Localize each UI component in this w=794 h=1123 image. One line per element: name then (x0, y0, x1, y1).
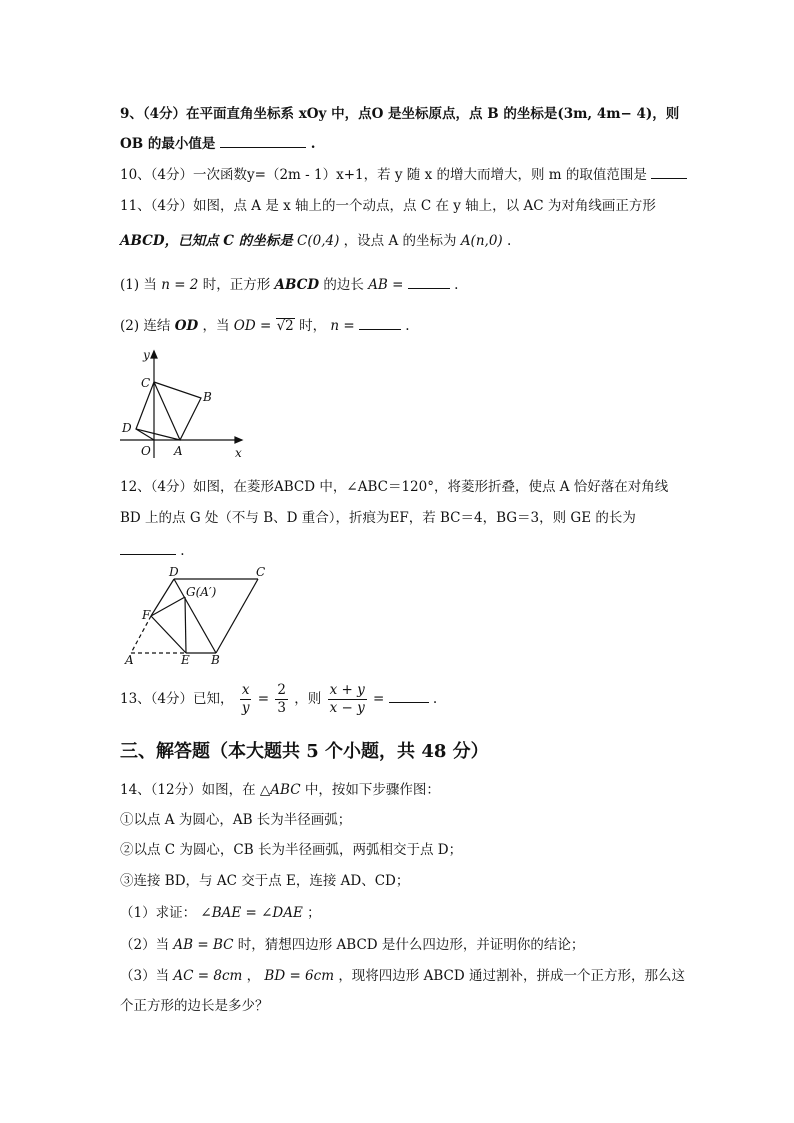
q13-fraction-target (328, 682, 367, 717)
q11-sub1-d: ABCD (274, 277, 320, 293)
q11-sub1 (120, 274, 458, 295)
q11-sub2-f: 时， (299, 318, 327, 334)
q11-label-y: y (143, 348, 150, 362)
q11-sub1-f: AB = (368, 277, 404, 293)
q11-diagonal-ac (154, 382, 180, 440)
q14-part3-a: （3）当 (120, 968, 170, 984)
q13-f3-num: x + y (329, 682, 365, 698)
q12-line3 (120, 540, 185, 561)
section3-title: 三、解答题（本大题共 5 个小题，共 48 分） (120, 741, 489, 762)
q13-fraction-x-over-y (240, 682, 252, 717)
q13-line (120, 682, 437, 717)
q14-step1: ①以点 A 为圆心，AB 长为半径画弧； (120, 812, 352, 828)
q9-answer-blank[interactable] (220, 133, 306, 148)
q13-f2-den: 3 (277, 700, 286, 716)
q14-part3-e: ，现将四边形 ABCD 通过割补，拼成一个正方形，那么这 (338, 968, 685, 984)
q9-line2-text: OB 的最小值是 (120, 136, 216, 152)
q14-part1 (120, 903, 321, 923)
q11-point-c: C(0,4) (297, 233, 340, 249)
q12-side-cb (216, 579, 258, 653)
q14-part1-c: ； (307, 905, 321, 921)
q14-step3: ③连接 BD，与 AC 交于点 E，连接 AD、CD； (120, 873, 410, 889)
q11-sub1-b: n = 2 (161, 277, 199, 293)
q11-sub1-answer-blank[interactable] (408, 274, 450, 289)
q12-line2: BD 上的点 G 处（不与 B、D 重合），折痕为EF，若 BC＝4，BG＝3，则 GE 的长为 (120, 510, 636, 526)
q11-label-c: C (141, 376, 151, 390)
q12-crease-ef (151, 616, 186, 653)
q10-answer-blank[interactable] (651, 164, 687, 179)
q11-sub2-d: OD = (233, 318, 272, 334)
q12-label-g: G(A′) (186, 585, 217, 599)
q11-label-b: B (203, 390, 212, 404)
q11-point-a: A(n,0) (460, 233, 503, 249)
q9-line2-end: . (310, 136, 316, 152)
q12-figure (122, 563, 282, 671)
q12-segment-ge (185, 597, 186, 653)
q11-line2-b: ，设点 A 的坐标为 (343, 233, 457, 249)
q13-mid: ，则 (294, 691, 322, 707)
q11-line2-e: . (506, 233, 512, 249)
q14-line1-c: 中，按如下步骤作图： (304, 782, 440, 798)
q14-line1-a: 14、（12分）如图，在 (120, 782, 256, 798)
q11-sub2-a: (2) 连结 (120, 318, 171, 334)
q11-sub2-sqrt: √2 (276, 318, 294, 334)
q12-label-d: D (169, 565, 179, 579)
q14-part1-b: ∠BAE = ∠DAE (200, 905, 303, 921)
q14-part2-c: 时，猜想四边形 ABCD 是什么四边形，并证明你的结论； (237, 937, 585, 953)
q11-sub2-b: OD (174, 318, 199, 334)
q11-label-d: D (122, 421, 132, 435)
q12-label-f: F (142, 608, 151, 622)
q13-f2-num: 2 (277, 682, 286, 698)
q14-line1 (120, 780, 440, 800)
q13-prefix: 13、（4分）已知， (120, 691, 234, 707)
q9-line1: 9、（4分）在平面直角坐标系 xOy 中，点O 是坐标原点，点 B 的坐标是(3m, 4m− 4)，则 (120, 106, 680, 122)
q13-f3-den: x − y (329, 700, 365, 716)
q11-label-x: x (235, 446, 242, 460)
q14-part2 (120, 935, 584, 955)
q11-sub2-g: n = (330, 318, 355, 334)
q12-segment-fg (151, 597, 185, 616)
q14-part2-a: （2）当 (120, 937, 170, 953)
q11-sub2-c: ，当 (202, 318, 230, 334)
q12-label-c: C (256, 565, 266, 579)
q14-part3 (120, 966, 685, 986)
q13-f1-num: x (240, 682, 252, 700)
q11-figure (112, 343, 252, 463)
q12-label-a: A (125, 653, 134, 667)
q14-part2-b: AB = BC (173, 937, 234, 953)
q10-line (120, 164, 687, 185)
q11-sub2-h: . (405, 318, 410, 334)
q13-end: . (432, 691, 438, 707)
q11-sub2-answer-blank[interactable] (359, 315, 401, 330)
q14-step2: ②以点 C 为圆心，CB 长为半径画弧，两弧相交于点 D； (120, 842, 463, 858)
q14-part1-a: （1）求证： (120, 905, 197, 921)
q12-answer-blank[interactable] (120, 540, 176, 555)
q14-part3-b: AC = 8cm (173, 968, 243, 984)
q13-answer-blank[interactable] (389, 688, 429, 703)
q11-line1: 11、（4分）如图，点 A 是 x 轴上的一个动点，点 C 在 y 轴上，以 AC 为对角线画正方形 (120, 198, 656, 214)
q12-line1: 12、（4分）如图，在菱形ABCD 中，∠ABC＝120°，将菱形折叠，使点 A 恰好落在对角线 (120, 479, 669, 495)
q13-eq2: = (373, 691, 385, 707)
q14-part3-d: BD = 6cm (264, 968, 335, 984)
q14-triangle: △ABC (259, 782, 301, 798)
q11-sub1-e: 的边长 (323, 277, 364, 293)
q11-sub2 (120, 315, 410, 336)
q10-text: 10、（4分）一次函数y=（2m - 1）x+1，若 y 随 x 的增大而增大，则 m 的取值范围是 (120, 167, 647, 183)
q13-eq1: = (257, 691, 270, 707)
q13-fraction-2-over-3 (275, 682, 288, 717)
q11-square (136, 382, 201, 440)
q11-sub1-c: 时，正方形 (202, 277, 271, 293)
q12-label-b: B (211, 653, 220, 667)
q11-sub1-a: (1) 当 (120, 277, 157, 293)
q14-part3-line2: 个正方形的边长是多少？ (120, 998, 269, 1014)
q11-line2 (120, 231, 511, 251)
q11-sub1-g: . (454, 277, 459, 293)
q11-y-arrow (151, 351, 157, 358)
q11-label-o: O (141, 444, 151, 458)
q11-line2-a: ABCD，已知点 C 的坐标是 (120, 233, 293, 249)
q11-label-a: A (174, 444, 183, 458)
q12-side-df (151, 579, 174, 616)
q13-f1-den: y (241, 700, 250, 716)
q11-x-arrow (235, 437, 242, 443)
q12-label-e: E (181, 653, 190, 667)
q12-line3-end: . (180, 543, 185, 559)
q14-part3-c: ， (246, 968, 261, 984)
q9-line2 (120, 133, 315, 154)
